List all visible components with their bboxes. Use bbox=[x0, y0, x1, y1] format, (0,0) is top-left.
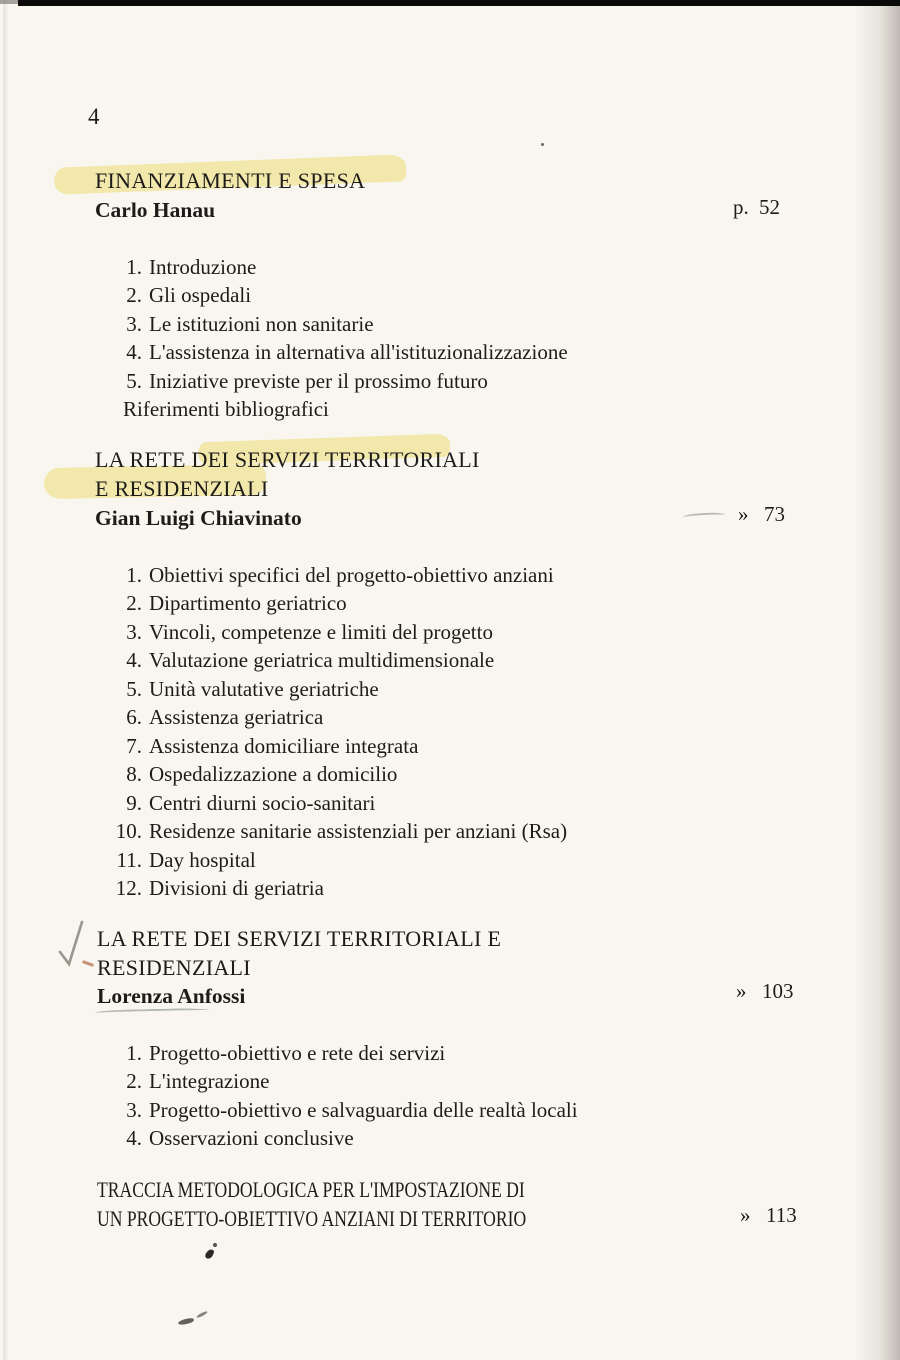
toc-item-text: Unità valutative geriatriche bbox=[149, 676, 379, 701]
toc-item-number: 3. bbox=[126, 1097, 142, 1122]
toc-item-text: Le istituzioni non sanitarie bbox=[149, 311, 374, 336]
toc-item-number: 1. bbox=[126, 1041, 142, 1065]
toc-item-number: 1. bbox=[126, 563, 142, 587]
ink-speck bbox=[204, 1248, 215, 1260]
toc-item bbox=[100, 646, 567, 674]
toc-item bbox=[100, 589, 567, 617]
toc-item-text: Assistenza domiciliare integrata bbox=[149, 733, 419, 758]
section-title-line: RESIDENZIALI bbox=[97, 954, 251, 980]
page-ref bbox=[736, 979, 794, 1004]
toc-item-text: Divisioni di geriatria bbox=[149, 875, 324, 900]
toc-item-text: Ospedalizzazione a domicilio bbox=[149, 762, 398, 787]
section-author: Carlo Hanau bbox=[95, 198, 216, 222]
toc-item bbox=[100, 338, 568, 366]
toc-item-number bbox=[100, 395, 116, 423]
toc-item-text: Introduzione bbox=[149, 255, 257, 279]
toc-item-number: 1. bbox=[126, 255, 142, 279]
page-ref-number: 52 bbox=[759, 195, 780, 219]
toc-item-text: Vincoli, competenze e limiti del progetto bbox=[149, 619, 493, 644]
toc-item-number: 11. bbox=[116, 847, 142, 872]
toc-item-text: Osservazioni conclusive bbox=[149, 1126, 354, 1151]
toc-item-number: 3. bbox=[126, 311, 142, 336]
section-title-line: LA RETE DEI SERVIZI TERRITORIALI bbox=[95, 447, 480, 472]
toc-list bbox=[100, 561, 567, 902]
page-ref-number: 73 bbox=[764, 502, 785, 526]
toc-item-number: 2. bbox=[126, 591, 142, 616]
scan-top-edge-corner bbox=[0, 0, 18, 4]
page-ref bbox=[740, 1203, 797, 1228]
page-ref bbox=[733, 195, 780, 220]
toc-item-number: 5. bbox=[126, 368, 142, 393]
page-ref-symbol: » bbox=[738, 502, 749, 526]
toc-item-text: Assistenza geriatrica bbox=[149, 705, 324, 730]
toc-item bbox=[100, 310, 568, 338]
toc-item-number: 2. bbox=[126, 283, 142, 308]
toc-item-number: 4. bbox=[126, 648, 142, 673]
toc-item-text: Obiettivi specifici del progetto-obiettivo anziani bbox=[149, 563, 554, 587]
toc-item-number: 4. bbox=[126, 340, 142, 365]
section-title bbox=[97, 925, 501, 982]
toc-item bbox=[100, 732, 567, 760]
toc-item bbox=[100, 395, 568, 423]
toc-item-number: 8. bbox=[126, 762, 142, 787]
toc-item-number: 10. bbox=[115, 819, 142, 844]
toc-item-text: Residenze sanitarie assistenziali per anziani (Rsa) bbox=[149, 819, 568, 844]
section-author: Lorenza Anfossi bbox=[97, 984, 246, 1008]
page-ref-number: 113 bbox=[766, 1203, 797, 1227]
toc-item bbox=[100, 874, 567, 902]
page-ref-symbol: » bbox=[740, 1203, 751, 1227]
ink-speck bbox=[541, 143, 544, 146]
pencil-dash-mark bbox=[683, 512, 725, 520]
page-ref-symbol: p. bbox=[733, 195, 749, 219]
ink-speck bbox=[196, 1310, 208, 1318]
toc-item bbox=[100, 561, 567, 589]
toc-item-text: Day hospital bbox=[149, 847, 256, 872]
toc-item-text: Progetto-obiettivo e rete dei servizi bbox=[149, 1041, 446, 1065]
toc-list bbox=[100, 253, 568, 424]
scan-left-crease bbox=[3, 0, 8, 1360]
toc-item bbox=[100, 675, 567, 703]
ink-speck bbox=[213, 1243, 217, 1247]
toc-item-text: L'integrazione bbox=[149, 1069, 270, 1094]
page-ref-number: 103 bbox=[762, 979, 794, 1003]
toc-item-text: Valutazione geriatrica multidimensionale bbox=[149, 648, 495, 673]
toc-item bbox=[100, 367, 568, 395]
section-title-line: E RESIDENZIALI bbox=[95, 475, 269, 501]
toc-item bbox=[100, 760, 567, 788]
toc-item bbox=[100, 1067, 578, 1095]
toc-item bbox=[100, 618, 567, 646]
page-number: 4 bbox=[88, 104, 100, 129]
toc-item-text: L'assistenza in alternativa all'istituzionalizzazione bbox=[149, 340, 568, 365]
toc-item bbox=[100, 703, 567, 731]
section-title-line: UN PROGETTO-OBIETTIVO ANZIANI DI TERRITORIO bbox=[97, 1205, 527, 1231]
toc-item-number: 2. bbox=[126, 1069, 142, 1094]
scan-top-edge bbox=[18, 0, 900, 6]
toc-item bbox=[100, 1039, 578, 1067]
section-author: Gian Luigi Chiavinato bbox=[95, 506, 302, 530]
toc-list bbox=[100, 1039, 578, 1153]
toc-item-text: Gli ospedali bbox=[149, 283, 252, 308]
toc-item bbox=[100, 253, 568, 281]
toc-item-text: Riferimenti bibliografici bbox=[123, 397, 329, 422]
toc-item-number: 7. bbox=[126, 733, 142, 758]
page-ref-symbol: » bbox=[736, 979, 747, 1003]
toc-item-number: 12. bbox=[115, 875, 142, 900]
scan-right-shadow bbox=[854, 0, 900, 1360]
toc-item-number: 6. bbox=[126, 705, 142, 730]
ink-speck bbox=[178, 1317, 195, 1325]
toc-item-number: 4. bbox=[126, 1126, 142, 1151]
page-ref bbox=[738, 502, 785, 527]
toc-item bbox=[100, 281, 568, 309]
toc-item-text: Iniziative previste per il prossimo futuro bbox=[149, 368, 488, 393]
toc-item-number: 3. bbox=[126, 619, 142, 644]
section-title bbox=[97, 1176, 634, 1233]
toc-item bbox=[100, 846, 567, 874]
section-title: FINANZIAMENTI E SPESA bbox=[95, 168, 366, 193]
toc-item-number: 5. bbox=[126, 676, 142, 701]
toc-item bbox=[100, 789, 567, 817]
toc-item-number: 9. bbox=[126, 790, 142, 815]
toc-item bbox=[100, 1096, 578, 1124]
toc-item-text: Centri diurni socio-sanitari bbox=[149, 790, 376, 815]
toc-item bbox=[100, 1124, 578, 1152]
toc-item-text: Dipartimento geriatrico bbox=[149, 591, 347, 616]
section-title bbox=[95, 446, 480, 503]
section-title-line: LA RETE DEI SERVIZI TERRITORIALI E bbox=[97, 926, 502, 951]
toc-item bbox=[100, 817, 567, 845]
toc-item-text: Progetto-obiettivo e salvaguardia delle realtà locali bbox=[149, 1097, 578, 1122]
section-title-line: TRACCIA METODOLOGICA PER L'IMPOSTAZIONE DI bbox=[97, 1177, 525, 1202]
